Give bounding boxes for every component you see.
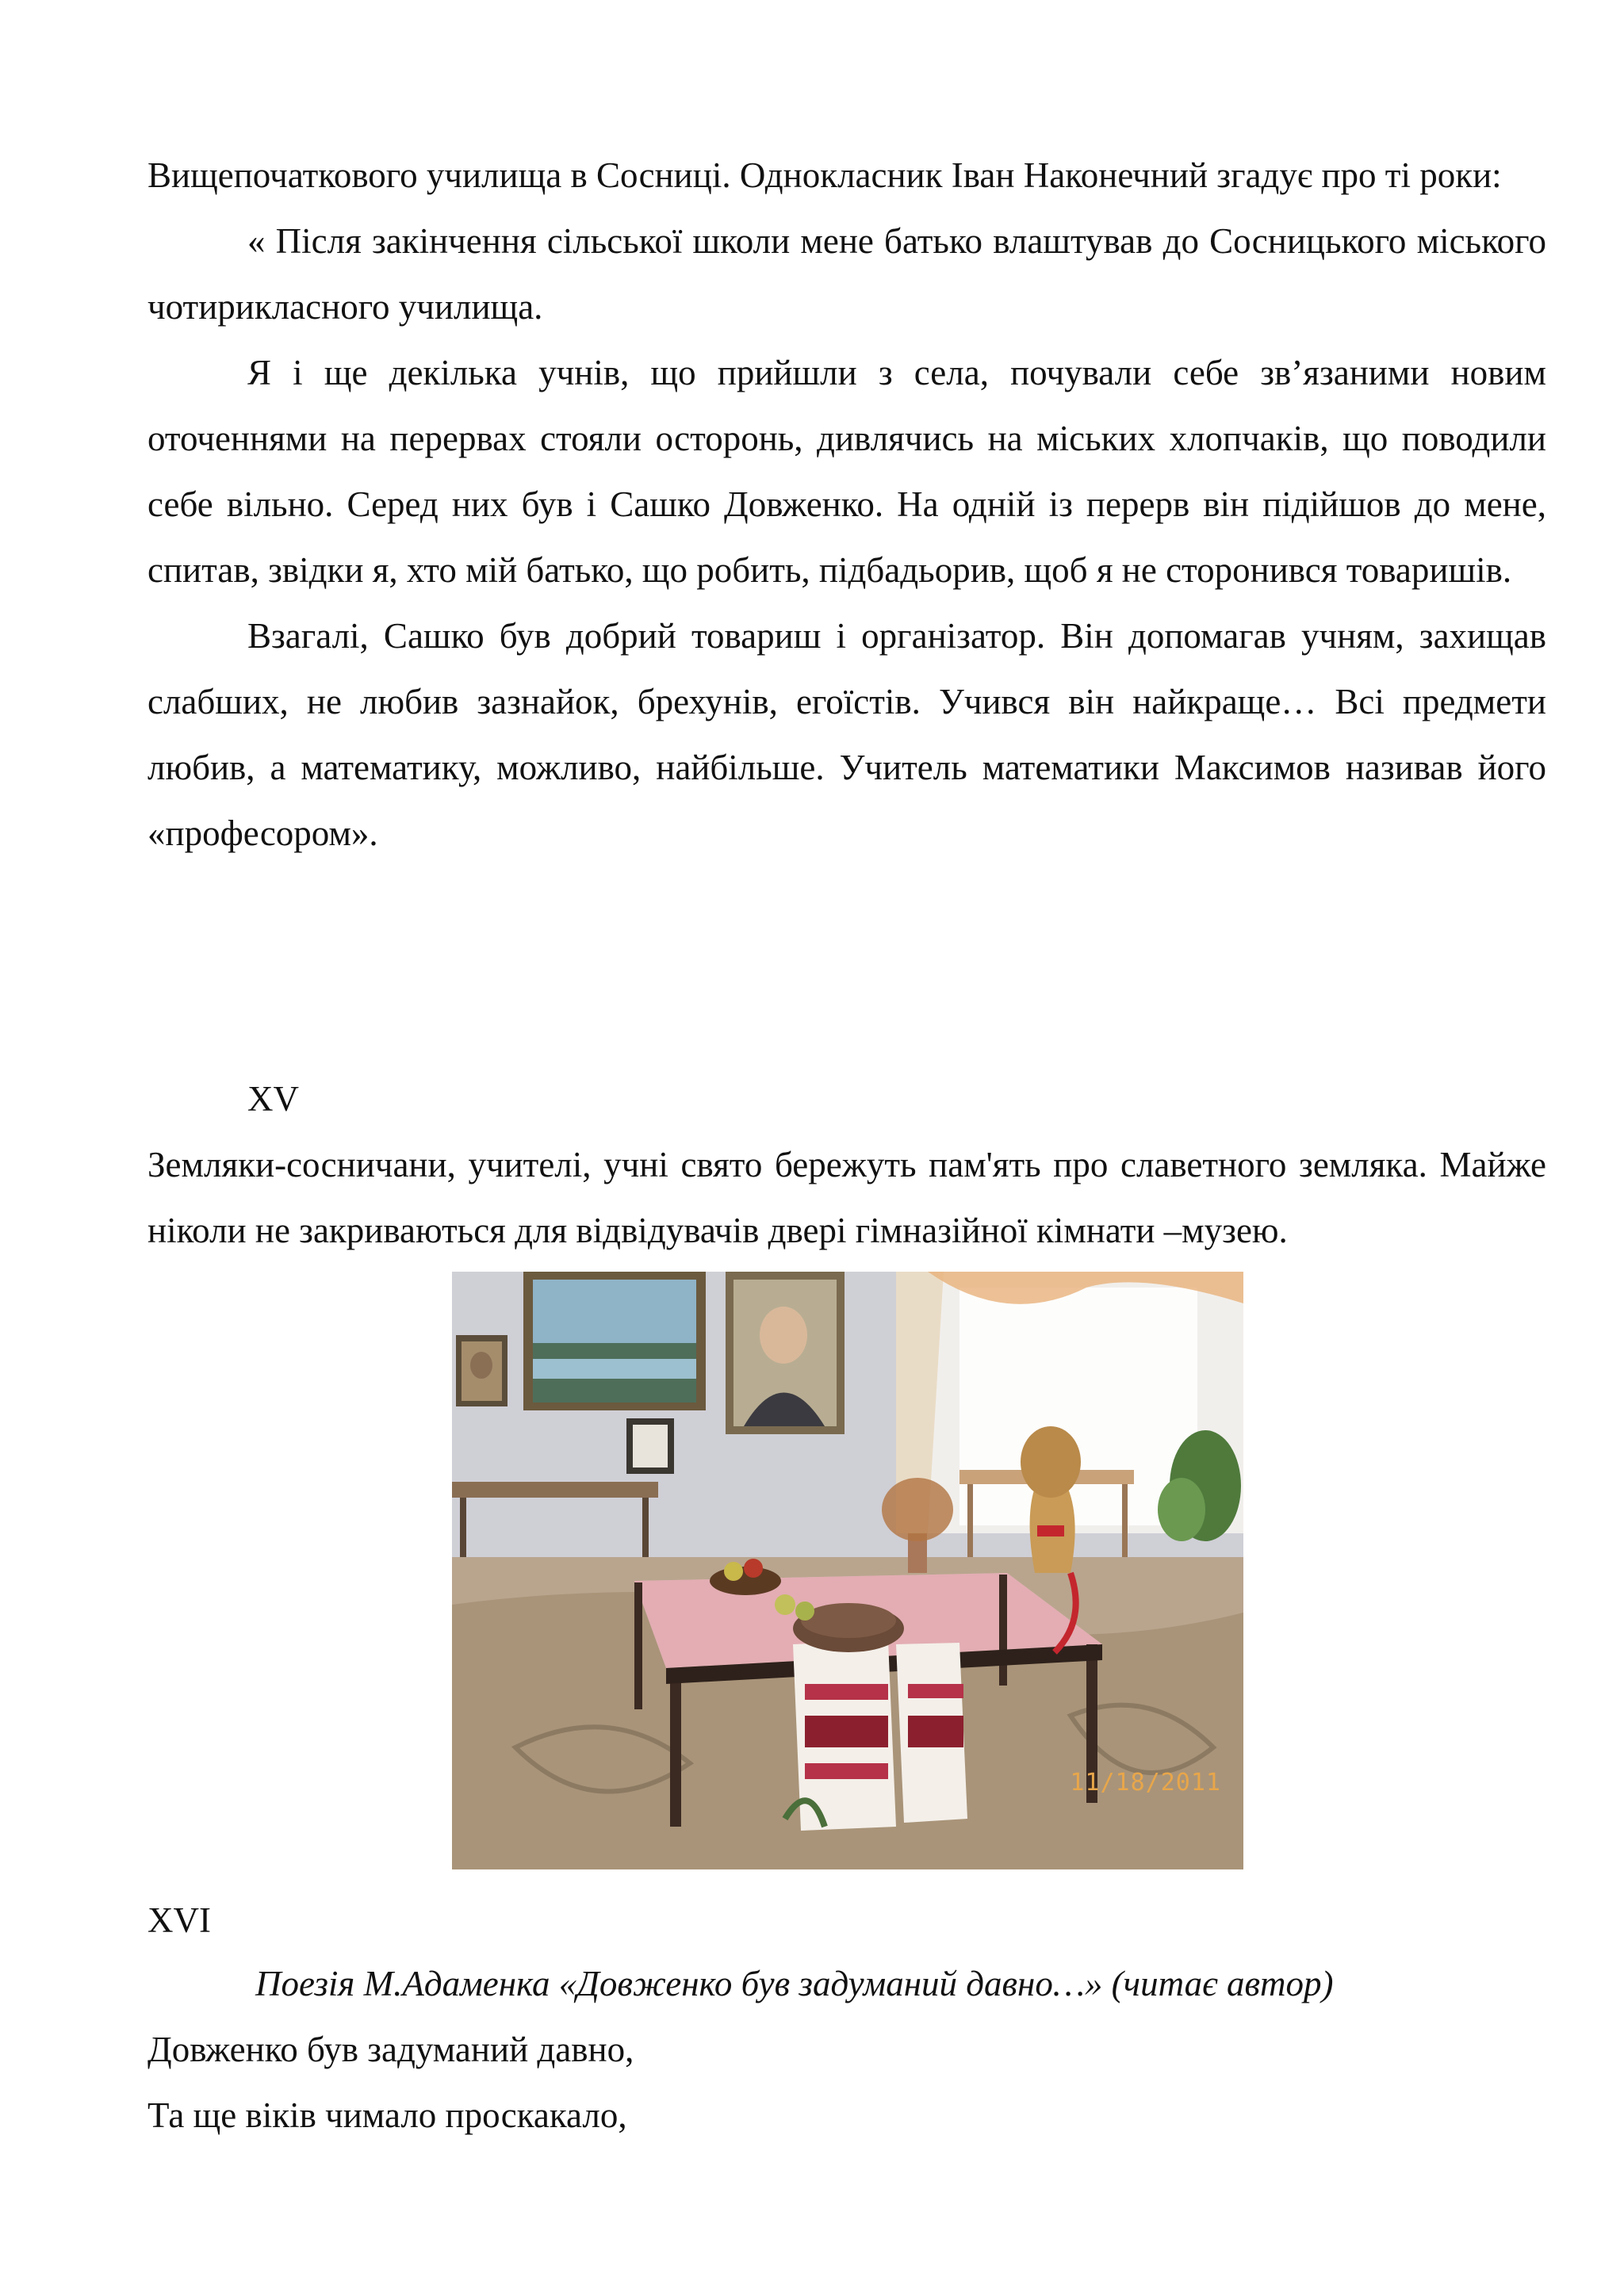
section-xv-heading: XV (247, 1079, 299, 1119)
paragraph-3: Я і ще декілька учнів, що прийшли з села, почували себе зв’язаними новим оточеннями на перервах стояли осторонь, дивлячись на міських хлопчаків, що поводили себе вільно. Серед них був і Сашко Довженко. На одній із перерв він підійшов до мене, спитав, звідки я, хто мій батько, що робить, підбадьорив, щоб я не сторонився товаришів. (147, 353, 1546, 590)
paragraph-1: Вищепочаткового училища в Сосниці. Однокласник Іван Наконечний згадує про ті роки: (147, 155, 1502, 195)
memoir-text (147, 143, 1546, 867)
section-xvi-heading: XVI (147, 1900, 211, 1940)
poem-line-1: Довженко був задуманий давно, (147, 2030, 634, 2069)
museum-room-photo (452, 1272, 1243, 1869)
paragraph-4: Взагалі, Сашко був добрий товариш і організатор. Він допомагав учням, захищав слабших, не любив зазнайок, брехунів, егоїстів. Учився він найкраще… Всі предмети любив, а математику, можливо, найбільше. Учитель математики Максимов називав його «професором». (147, 616, 1546, 853)
poem-line-2: Та ще віків чимало проскакало, (147, 2095, 627, 2135)
poem-title: Поезія М.Адаменка «Довженко був задуманий давно…» (читає автор) (255, 1964, 1334, 2003)
photo-date-stamp: 11/18/2011 (1070, 1769, 1221, 1797)
section-xv-paragraph: Земляки-сосничани, учителі, учні свято бережуть пам'ять про славетного земляка. Майже ніколи не закриваються для відвідувачів двері гімназійної кімнати –музею. (147, 1145, 1546, 1250)
section-xv-text (147, 1132, 1546, 1264)
paragraph-2: « Після закінчення сільської школи мене батько влаштував до Сосницького міського чотирикласного училища. (147, 221, 1546, 327)
